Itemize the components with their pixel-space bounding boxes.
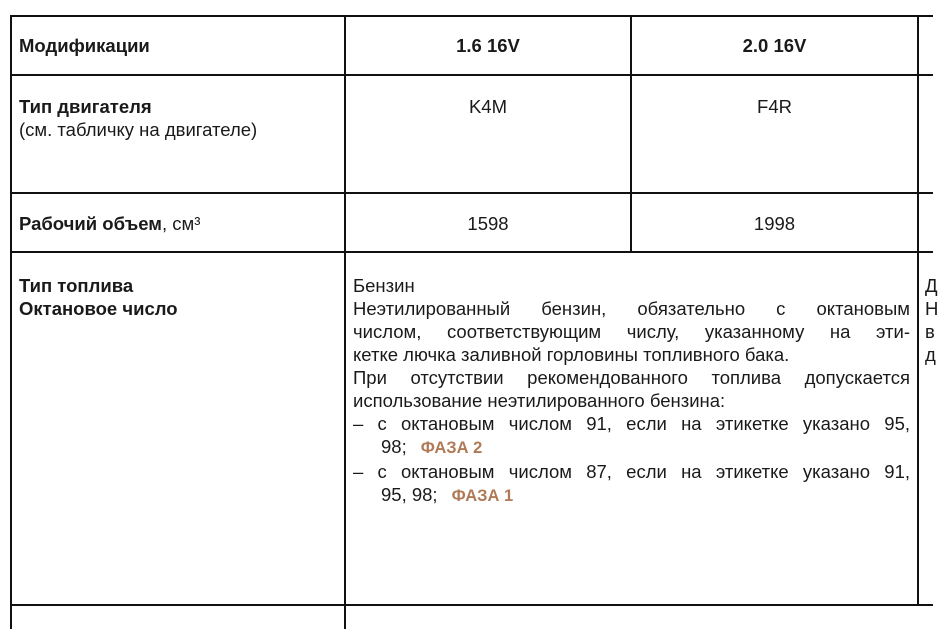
fuel-option-2-line-2 (353, 483, 910, 508)
header-col-2: 2.0 16V (742, 35, 807, 56)
displacement-label-bold: Рабочий объем (19, 213, 162, 234)
octane-label: Октановое число (19, 298, 178, 319)
engine-type-col-1: K4M (468, 96, 508, 117)
row-divider-1 (10, 74, 933, 76)
row-divider-4 (10, 604, 933, 606)
fuel-option-2-values: 95, 98; (381, 484, 438, 505)
fuel-desc-line-1: Неэтилированный бензин, обязательно с октановым (353, 298, 910, 319)
displacement-unit: , см³ (161, 213, 201, 234)
row-divider-3 (10, 251, 933, 253)
fuel-label-block (19, 274, 178, 320)
engine-type-label: Тип двигателя (19, 96, 152, 117)
row-divider-2 (10, 192, 933, 194)
fuel-desc-line-3: кетке лючка заливной горловины топливного бака. (353, 344, 790, 365)
fuel-description (353, 274, 910, 508)
table-top-border (10, 15, 933, 17)
displacement-col-2: 1998 (753, 213, 796, 234)
header-label: Модификации (19, 35, 150, 56)
cut-char-3: в (925, 321, 935, 342)
fuel-desc-line-2: числом, соответствующим числу, указанному на эти- (353, 321, 910, 342)
col-divider-3 (917, 15, 919, 606)
cut-char-2: Н (925, 298, 938, 319)
phase-1-tag: ФАЗА 1 (451, 487, 514, 505)
engine-type-col-2: F4R (757, 96, 792, 117)
fuel-type-label: Тип топлива (19, 275, 134, 296)
table-left-border (10, 15, 12, 629)
cut-off-column-text (925, 274, 938, 366)
cut-char-4: д (925, 344, 936, 365)
fuel-alt-line-2: использование неэтилированного бензина: (353, 390, 726, 411)
header-col-1: 1.6 16V (456, 35, 520, 56)
displacement-label (19, 212, 200, 235)
fuel-option-1-line-2 (353, 435, 910, 460)
displacement-col-1: 1598 (467, 213, 509, 234)
fuel-name: Бензин (353, 275, 415, 296)
cut-char-1: Д (925, 275, 938, 296)
phase-2-tag: ФАЗА 2 (420, 439, 483, 457)
fuel-option-1-line-1: – с октановым числом 91, если на этикетке указано 95, (353, 413, 910, 434)
engine-type-label-block (19, 95, 257, 141)
fuel-alt-line-1: При отсутствии рекомендованного топлива допускается (353, 367, 910, 388)
engine-type-sublabel: (см. табличку на двигателе) (19, 119, 258, 140)
fuel-option-1-values: 98; (381, 436, 407, 457)
fuel-option-2-line-1: – с октановым числом 87, если на этикетке указано 91, (353, 461, 910, 482)
